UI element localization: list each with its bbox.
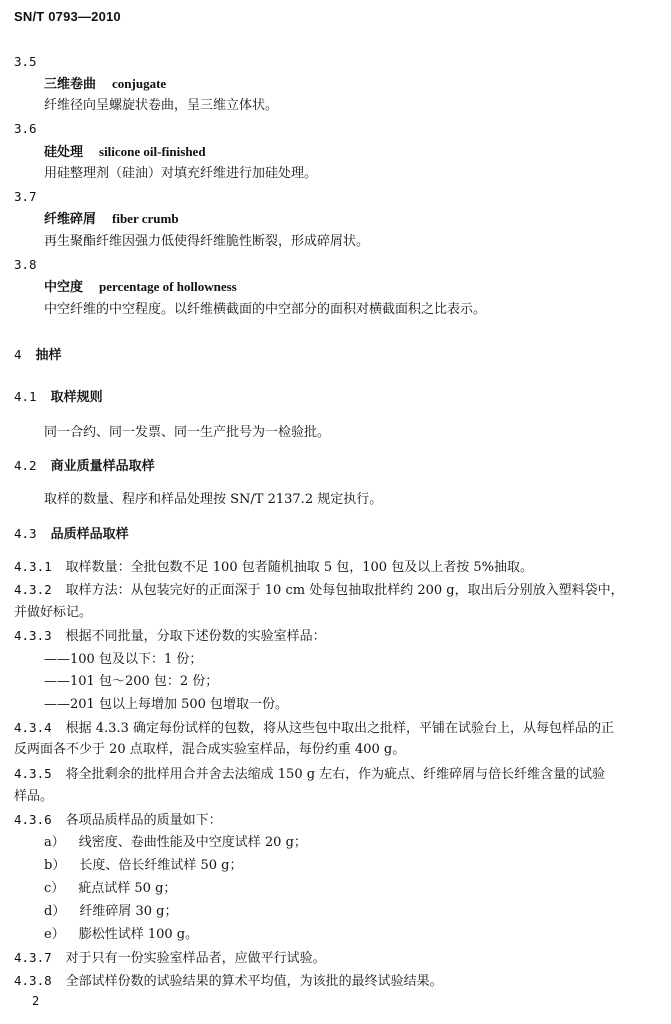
- term-heading: [44, 75, 166, 94]
- section-number: 4.2: [14, 458, 37, 473]
- term-number: 3.8: [14, 257, 37, 272]
- term-heading: [44, 210, 179, 229]
- paragraph: 取样的数量、程序和样品处理按 SN/T 2137.2 规定执行。: [44, 492, 383, 507]
- term-definition: 用硅整理剂（硅油）对填充纤维进行加硅处理。: [44, 166, 318, 181]
- term-number: 3.5: [14, 54, 37, 69]
- list-item: [44, 903, 177, 921]
- list-item-text: 疵点试样 50 g；: [78, 881, 177, 896]
- section-number: 4.1: [14, 389, 37, 404]
- list-item: [44, 880, 176, 898]
- list-item: ——101 包～200 包：2 份；: [44, 674, 219, 689]
- clause-text: 将全批剩余的批样用合并舍去法缩成 150 g 左右，作为疵点、纤维碎屑与倍长纤维含量的试验: [65, 767, 606, 782]
- clause-text: 取样方法：从包装完好的正面深于 10 cm 处每包抽取批样约 200 g，取出后分别放入塑料袋中，: [65, 583, 624, 598]
- clause-number: 4.3.6: [14, 812, 52, 827]
- clause-number: 4.3.5: [14, 766, 52, 781]
- clause: [14, 972, 443, 991]
- list-item: [44, 926, 198, 944]
- section-heading: [14, 388, 103, 407]
- clause: [14, 581, 624, 600]
- clause-number: 4.3.3: [14, 628, 52, 643]
- term-en: percentage of hollowness: [99, 279, 237, 294]
- clause-number: 4.3.7: [14, 950, 52, 965]
- clause: [14, 719, 614, 738]
- clause-number: 4.3.2: [14, 582, 52, 597]
- list-item: ——201 包以上每增加 500 包增取一份。: [44, 697, 289, 712]
- clause-text-continued: 反两面各不少于 20 点取样，混合成实验室样品，每份约重 400 g。: [14, 742, 406, 757]
- section-title: 抽样: [35, 347, 62, 362]
- list-item-text: 线密度、卷曲性能及中空度试样 20 g；: [78, 835, 307, 850]
- clause: [14, 627, 326, 646]
- clause-text: 全部试样份数的试验结果的算术平均值，为该批的最终试验结果。: [65, 974, 443, 989]
- section-heading: [14, 457, 155, 476]
- list-item-label: c）: [44, 881, 65, 896]
- list-item-label: b）: [44, 858, 66, 873]
- clause-number: 4.3.4: [14, 720, 52, 735]
- list-item-label: d）: [44, 904, 66, 919]
- clause: [14, 811, 222, 830]
- term-number: 3.6: [14, 121, 37, 136]
- term-en: conjugate: [112, 76, 167, 91]
- term-zh: 三维卷曲: [44, 76, 97, 91]
- term-zh: 中空度: [44, 279, 84, 294]
- page-number: 2: [32, 994, 40, 1008]
- list-item-label: a）: [44, 835, 65, 850]
- term-definition: 中空纤维的中空程度。以纤维横截面的中空部分的面积对横截面积之比表示。: [44, 302, 487, 317]
- clause-number: 4.3.8: [14, 973, 52, 988]
- clause-text: 各项品质样品的质量如下：: [65, 813, 222, 828]
- clause: [14, 558, 533, 577]
- section-heading: [14, 346, 62, 365]
- list-item: [44, 857, 242, 875]
- clause-text-continued: 并做好标记。: [14, 605, 93, 620]
- paragraph: 同一合约、同一发票、同一生产批号为一检验批。: [44, 425, 331, 440]
- list-item-text: 长度、倍长纤维试样 50 g；: [79, 858, 243, 873]
- term-zh: 纤维碎屑: [44, 211, 97, 226]
- section-heading: [14, 525, 129, 544]
- term-heading: [44, 278, 237, 297]
- section-title: 取样规则: [50, 389, 103, 404]
- term-heading: [44, 143, 206, 162]
- list-item: ——100 包及以下：1 份；: [44, 652, 203, 667]
- clause-text: 取样数量：全批包数不足 100 包者随机抽取 5 包，100 包及以上者按 5%抽取。: [65, 560, 533, 575]
- list-item-text: 纤维碎屑 30 g；: [79, 904, 178, 919]
- term-zh: 硅处理: [44, 144, 84, 159]
- term-number: 3.7: [14, 189, 37, 204]
- term-definition: 再生聚酯纤维因强力低使得纤维脆性断裂，形成碎屑状。: [44, 234, 370, 249]
- clause: [14, 765, 605, 784]
- standard-code-header: SN/T 0793—2010: [14, 9, 121, 24]
- section-number: 4.3: [14, 526, 37, 541]
- clause-number: 4.3.1: [14, 559, 52, 574]
- clause-text: 根据不同批量，分取下述份数的实验室样品：: [65, 629, 326, 644]
- clause-text: 对于只有一份实验室样品者，应做平行试验。: [65, 951, 326, 966]
- section-number: 4: [14, 347, 22, 362]
- clause-text: 根据 4.3.3 确定每份试样的包数，将从这些包中取出之批样，平铺在试验台上，从每包样品的正: [65, 721, 614, 736]
- list-item: [44, 834, 307, 852]
- term-en: silicone oil-finished: [99, 144, 206, 159]
- term-definition: 纤维径向呈螺旋状卷曲，呈三维立体状。: [44, 98, 279, 113]
- clause-text-continued: 样品。: [14, 789, 54, 804]
- term-en: fiber crumb: [112, 211, 179, 226]
- section-title: 商业质量样品取样: [50, 458, 155, 473]
- list-item-text: 膨松性试样 100 g。: [78, 927, 199, 942]
- section-title: 品质样品取样: [50, 526, 129, 541]
- clause: [14, 949, 326, 968]
- list-item-label: e）: [44, 927, 65, 942]
